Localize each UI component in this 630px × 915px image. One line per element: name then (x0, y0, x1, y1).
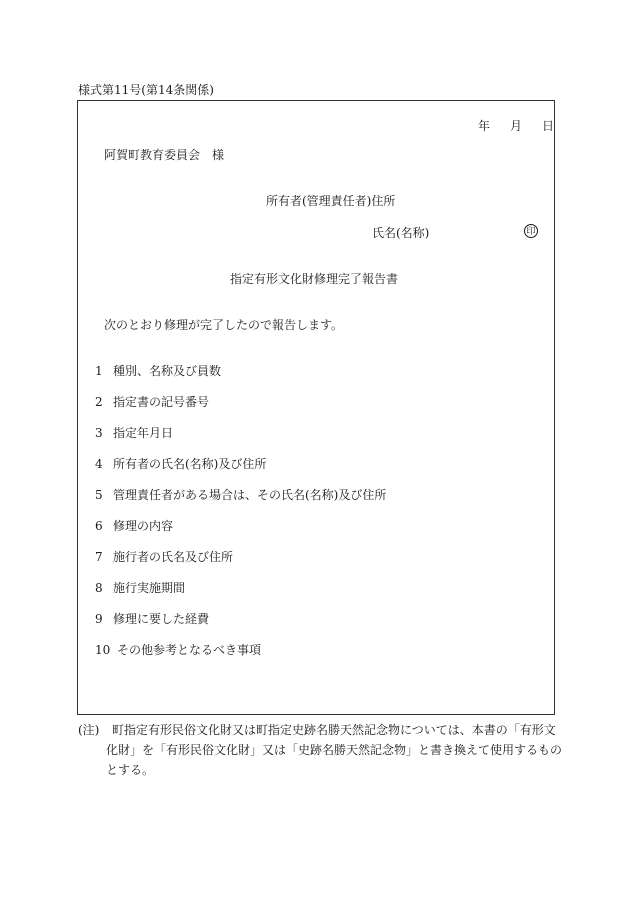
item-number: 8 (95, 581, 103, 595)
item-number: 3 (95, 426, 103, 440)
item-text: 所有者の氏名(名称)及び住所 (113, 457, 267, 471)
list-item (95, 644, 261, 656)
item-text: 種別、名称及び員数 (113, 364, 222, 378)
item-text: 修理の内容 (113, 519, 174, 533)
list-item (95, 427, 173, 439)
item-number: 1 (95, 364, 103, 378)
item-number: 7 (95, 550, 103, 564)
date-line (478, 120, 554, 132)
date-month: 月 (510, 119, 523, 133)
date-day: 日 (542, 119, 555, 133)
item-text: 施行実施期間 (113, 581, 186, 595)
seal-mark: 印 (524, 224, 538, 238)
item-number: 10 (95, 643, 111, 657)
list-item (95, 551, 233, 563)
list-item (95, 489, 386, 501)
intro-text: 次のとおり修理が完了したので報告します。 (104, 318, 344, 332)
document-title: 指定有形文化財修理完了報告書 (230, 272, 399, 286)
item-number: 2 (95, 395, 103, 409)
list-item (95, 458, 266, 470)
item-text: 指定書の記号番号 (113, 395, 210, 409)
list-item (95, 520, 173, 532)
note-line-2: 化財」を「有形民俗文化財」又は「史跡名勝天然記念物」と書き換えて使用するもの (106, 743, 563, 757)
item-text: 指定年月日 (113, 426, 174, 440)
list-item (95, 365, 221, 377)
list-item (95, 582, 185, 594)
item-number: 5 (95, 488, 103, 502)
note-line-3: とする。 (106, 763, 155, 777)
form-number: 様式第11号(第14条関係) (78, 83, 214, 97)
item-number: 9 (95, 612, 103, 626)
item-text: 管理責任者がある場合は、その氏名(名称)及び住所 (113, 488, 387, 502)
item-text: 施行者の氏名及び住所 (113, 550, 234, 564)
addressee: 阿賀町教育委員会 様 (104, 148, 225, 162)
note-mark: (注) (78, 723, 100, 737)
item-number: 6 (95, 519, 103, 533)
owner-address-label: 所有者(管理責任者)住所 (266, 194, 396, 208)
list-item (95, 396, 209, 408)
note-line-1: 町指定有形民俗文化財又は町指定史跡名勝天然記念物については、本書の「有形文 (112, 723, 556, 737)
owner-name-label: 氏名(名称) (372, 226, 430, 240)
date-year: 年 (478, 119, 491, 133)
item-text: 修理に要した経費 (113, 612, 210, 626)
item-number: 4 (95, 457, 103, 471)
list-item (95, 613, 209, 625)
item-text: その他参考となるべき事項 (117, 643, 262, 657)
